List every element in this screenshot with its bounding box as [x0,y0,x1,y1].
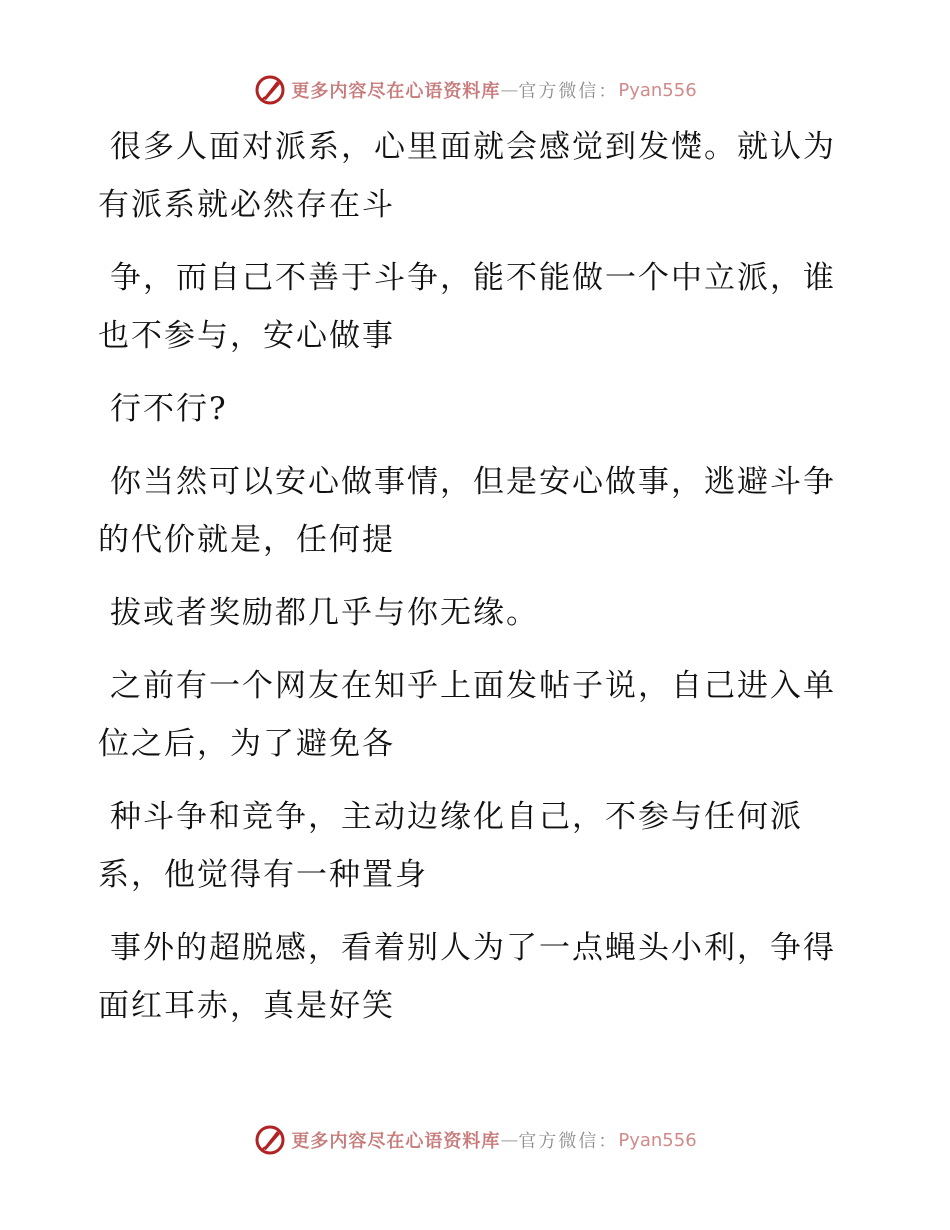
paragraph [98,380,838,438]
watermark-label: 官方微信： [518,81,619,102]
paragraph-text: 你当然可以安心做事情，但是安心做事，逃避斗争的代价就是，任何提 [98,464,836,558]
watermark-dash: — [500,1129,519,1151]
paragraph-text: 种斗争和竞争，主动边缘化自己，不参与任何派系，他觉得有一种置身 [98,799,803,893]
watermark-label: 官方微信： [518,1131,619,1152]
watermark-dash: — [500,79,519,101]
paragraph [98,249,838,365]
paragraph-text: 拔或者奖励都几乎与你无缘。 [110,595,539,631]
document-body [98,118,838,1050]
watermark-id: Pyan556 [618,1129,697,1151]
watermark-brand: 更多内容尽在心语资料库 [291,81,501,102]
paragraph [98,453,838,569]
quill-logo-icon [253,1123,287,1157]
paragraph [98,584,838,642]
paragraph [98,788,838,904]
footer-watermark [0,1120,950,1160]
paragraph [98,657,838,773]
watermark-id: Pyan556 [618,79,697,101]
paragraph [98,118,838,234]
paragraph-text: 争，而自己不善于斗争，能不能做一个中立派，谁也不参与，安心做事 [98,260,836,354]
header-watermark [0,70,950,110]
paragraph [98,919,838,1035]
paragraph-text: 行不行? [110,391,228,427]
paragraph-text: 很多人面对派系，心里面就会感觉到发憷。就认为有派系就必然存在斗 [98,129,836,223]
paragraph-text: 之前有一个网友在知乎上面发帖子说，自己进入单位之后，为了避免各 [98,668,836,762]
quill-logo-icon [253,73,287,107]
paragraph-text: 事外的超脱感，看着别人为了一点蝇头小利，争得面红耳赤，真是好笑 [98,930,836,1024]
watermark-brand: 更多内容尽在心语资料库 [291,1131,501,1152]
